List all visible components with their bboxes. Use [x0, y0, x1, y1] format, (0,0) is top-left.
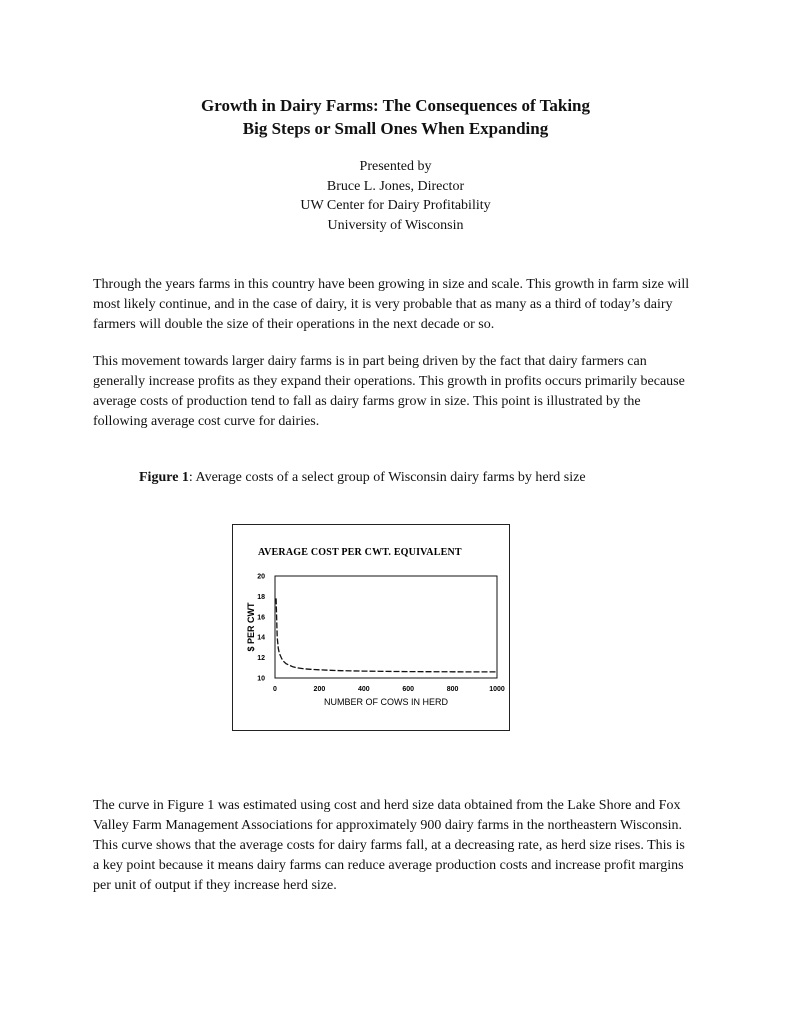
- y-tick-label: 16: [257, 614, 265, 622]
- author-center: UW Center for Dairy Profitability: [300, 198, 491, 213]
- figure-label: Figure 1: [139, 470, 189, 485]
- chart-svg: [233, 525, 511, 732]
- y-axis-label: $ PER CWT: [246, 602, 256, 652]
- figure-1-chart: [232, 524, 510, 731]
- y-tick-label: 10: [257, 675, 265, 683]
- presented-by: Presented by: [359, 159, 432, 174]
- author-university: University of Wisconsin: [327, 217, 464, 233]
- x-tick-label: 0: [273, 686, 277, 693]
- x-tick-label: 1000: [489, 686, 505, 693]
- figure-caption: [139, 468, 586, 488]
- paragraph-1: Through the years farms in this country have been growing in size and scale. This growth in farm size will most likely continue, and in the case of dairy, it is very probable that as many as a third of today’s dairy farmers will double the size of their operations in the next decade or so.: [93, 277, 690, 332]
- figure-caption-text: : Average costs of a select group of Wisconsin dairy farms by herd size: [188, 470, 586, 485]
- y-tick-label: 14: [257, 634, 265, 642]
- y-tick-label: 20: [257, 573, 265, 581]
- plot-area-frame: [275, 576, 497, 678]
- title-line-2: Big Steps or Small Ones When Expanding: [242, 119, 549, 138]
- chart-title: AVERAGE COST PER CWT. EQUIVALENT: [258, 547, 462, 558]
- y-tick-label: 18: [257, 593, 265, 601]
- x-tick-label: 600: [402, 686, 415, 693]
- paragraph-3: The curve in Figure 1 was estimated using cost and herd size data obtained from the Lake Shore and Fox Valley Farm Management Associations for approximately 900 dairy farms in the northeastern Wisconsin. This curve shows that the average costs for dairy farms fall, at a decreasing rate, as herd size rises. This is a key point because it means dairy farms can reduce average production costs and increase profit margins per unit of output if they increase herd size.: [93, 798, 685, 893]
- x-tick-label: 200: [313, 686, 326, 693]
- x-tick-label: 800: [446, 686, 459, 693]
- byline: [0, 157, 791, 235]
- cost-curve-line: [276, 598, 497, 672]
- x-tick-label: 400: [357, 686, 370, 693]
- y-tick-label: 12: [257, 655, 265, 663]
- document-title: [0, 94, 791, 140]
- paragraph-2: This movement towards larger dairy farms is in part being driven by the fact that dairy farmers can generally increase profits as they expand their operations. This growth in profits occurs primarily because average costs of production tend to fall as dairy farms grow in size. This point is illustrated by the following average cost curve for dairies.: [93, 354, 685, 429]
- title-line-1: Growth in Dairy Farms: The Consequences of Taking: [201, 96, 590, 115]
- x-axis-label: NUMBER OF COWS IN HERD: [323, 697, 449, 707]
- author-name: Bruce L. Jones, Director: [326, 178, 465, 194]
